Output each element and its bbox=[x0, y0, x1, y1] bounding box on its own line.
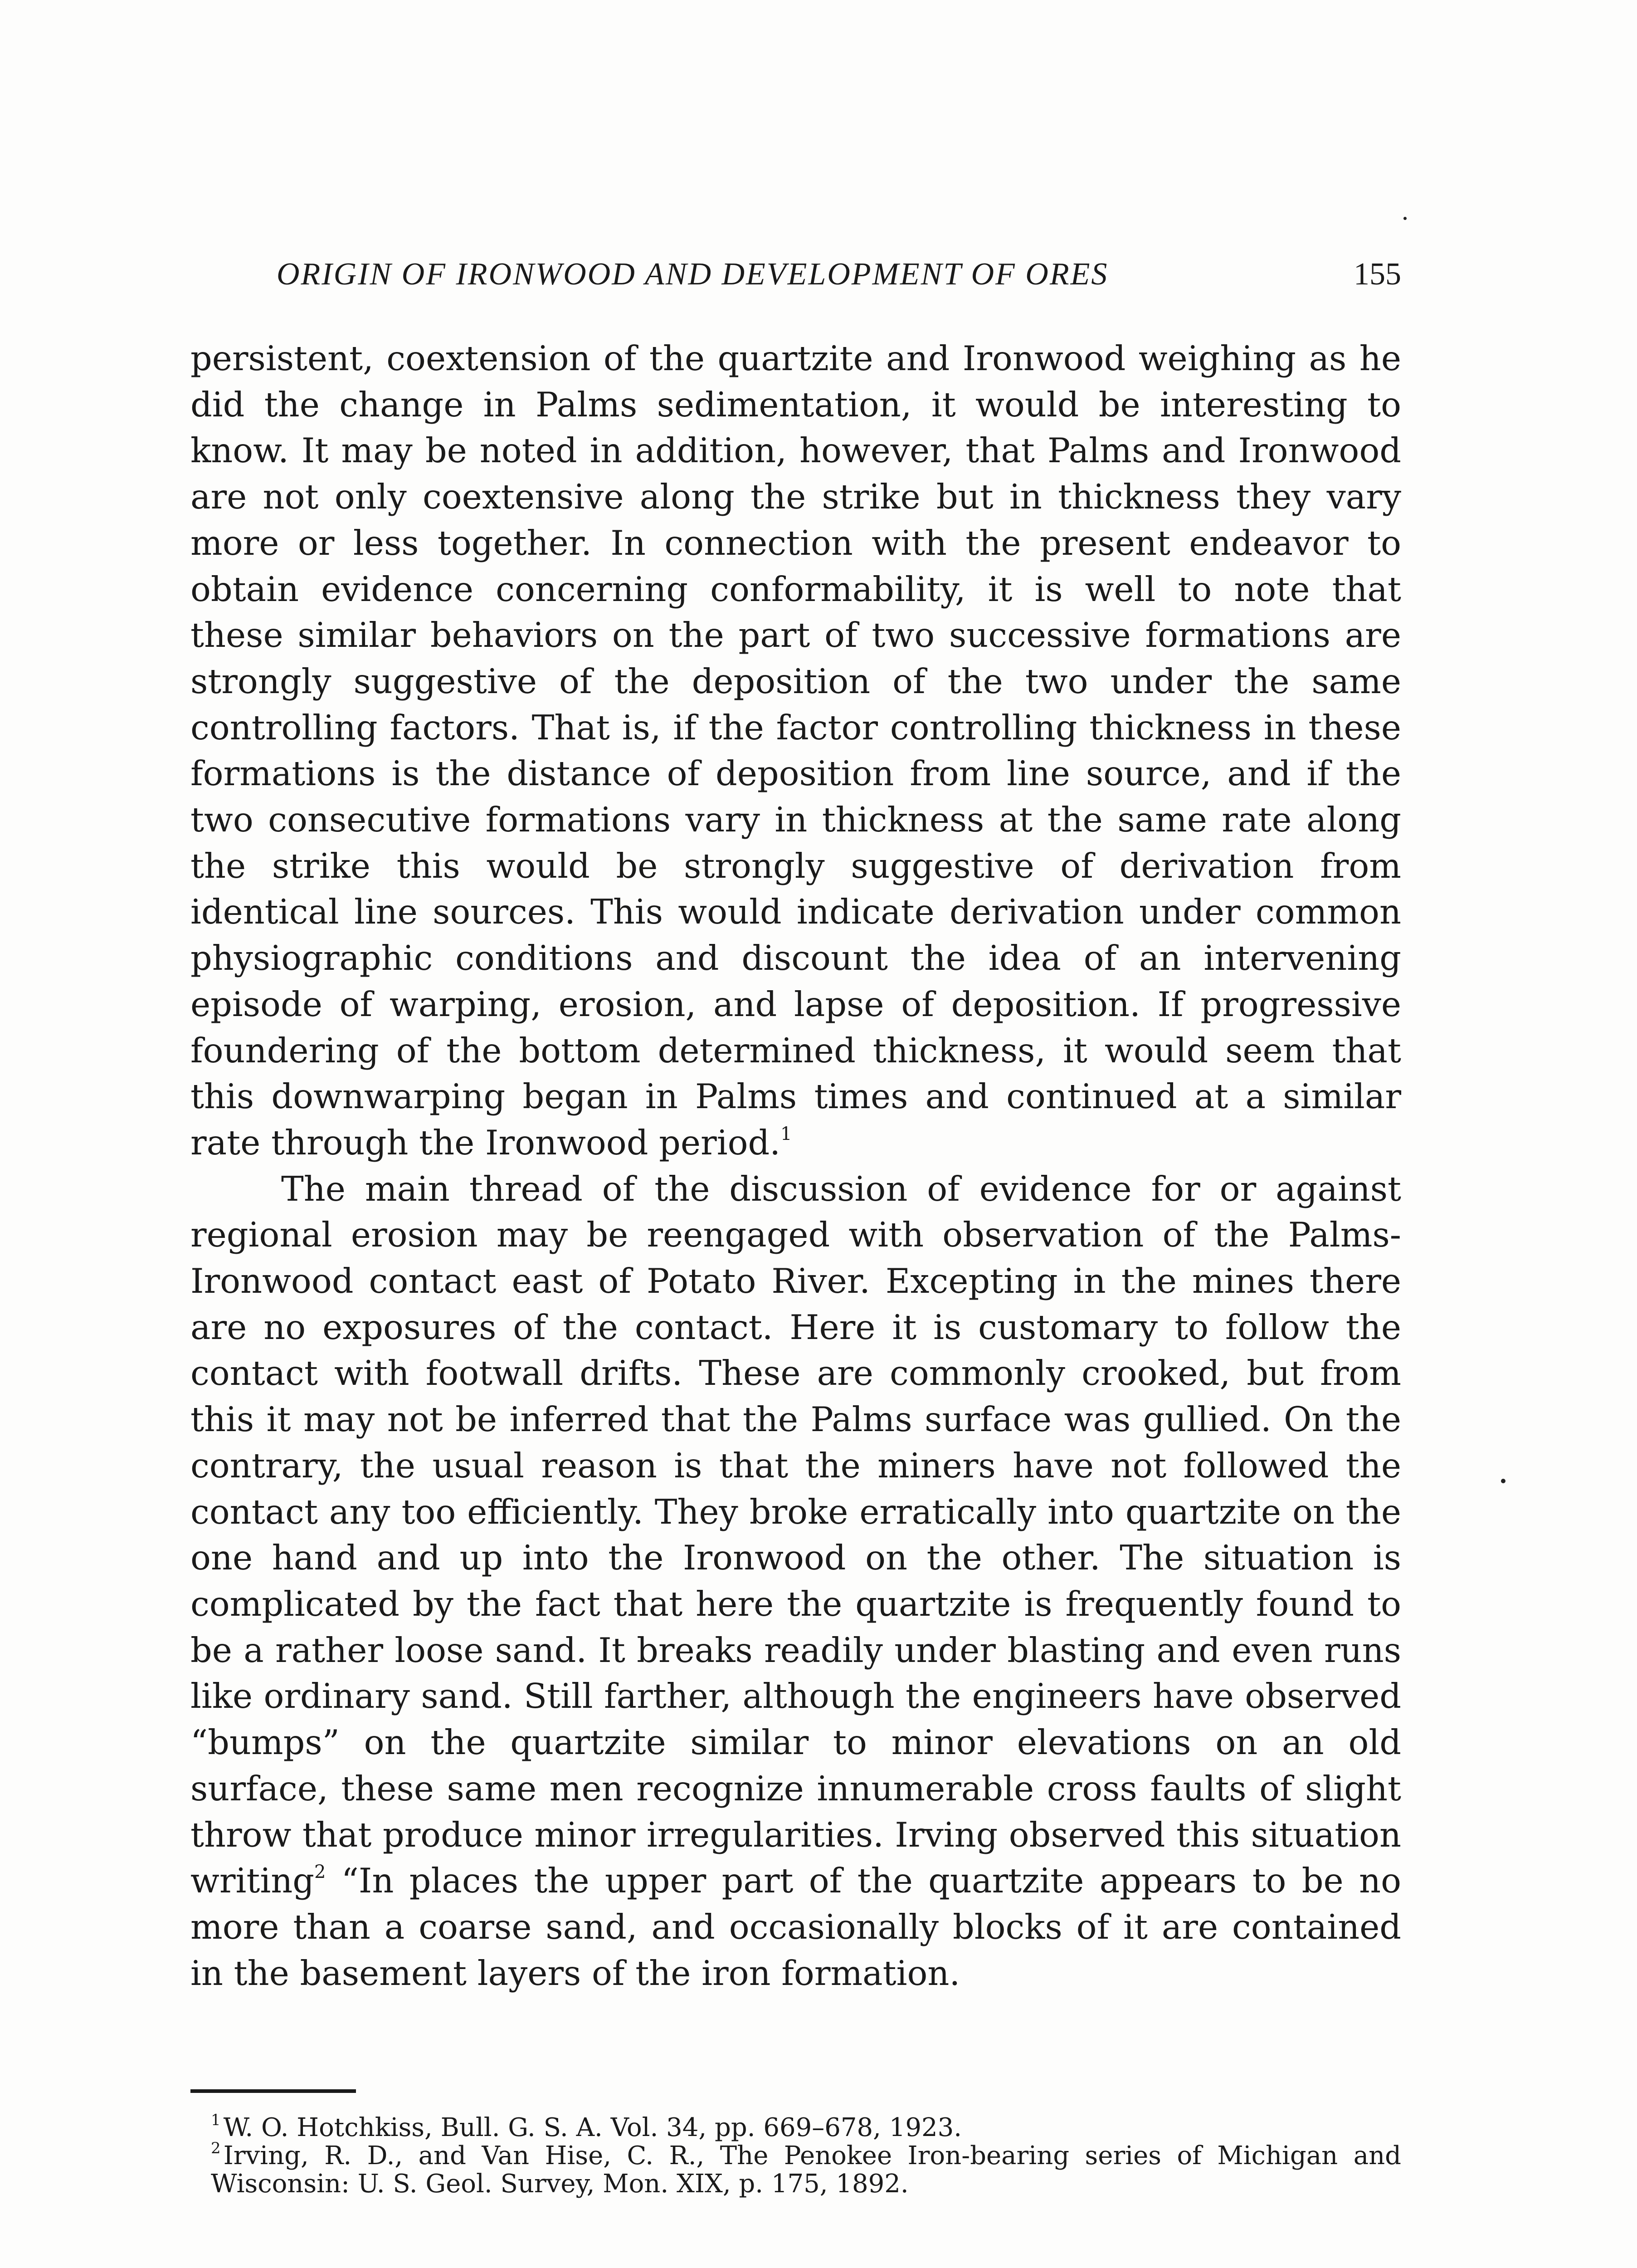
footnote-rule bbox=[190, 2089, 356, 2093]
footnote-1 bbox=[190, 2111, 1401, 2142]
footnote-ref-2: 2 bbox=[314, 1862, 326, 1883]
paragraph-2 bbox=[190, 1166, 1401, 1997]
footnote-2 bbox=[190, 2139, 1401, 2199]
footnotes bbox=[190, 2111, 1401, 2199]
running-head bbox=[277, 254, 1401, 295]
paragraph-2-text-b: “In places the upper part of the quartzite appears to be no more than a coarse sand, and occasionally blocks of it are contained in the basement layers of the iron formation. bbox=[190, 1861, 1401, 1993]
footnote-1-text: W. O. Hotchkiss, Bull. G. S. A. Vol. 34, pp. 669–678, 1923. bbox=[223, 2113, 962, 2142]
footnote-mark-2: 2 bbox=[211, 2139, 221, 2157]
paragraph-2-text-a: The main thread of the discussion of evidence for or against regional erosion may be reengaged with observation of the Palms-Ironwood contact east of Potato River. Excepting in the mines there are no exposures of the contact. Here it is customary to follow the contact with footwall drifts. These are commonly crooked, but from this it may not be inferred that the Palms surface was gullied. On the contrary, the usual reason is that the miners have not followed the contact any too efficiently. They broke erratically into quartzite on the one hand and up into the Ironwood on the other. The situation is complicated by the fact that here the quartzite is frequently found to be a rather loose sand. It breaks readily under blasting and even runs like ordinary sand. Still farther, although the engineers have observed “bumps” on the quartzite similar to minor elevations on an old surface, these same men recognize innumerable cross faults of slight throw that produce minor irregularities. Irving observed this situation writing bbox=[190, 1169, 1401, 1901]
body-text bbox=[190, 336, 1401, 1996]
running-title: ORIGIN OF IRONWOOD AND DEVELOPMENT OF ORES bbox=[277, 257, 1109, 292]
footnote-mark-1: 1 bbox=[211, 2111, 221, 2129]
footnote-ref-1: 1 bbox=[780, 1123, 792, 1144]
paragraph-1 bbox=[190, 336, 1401, 1166]
paragraph-1-text: persistent, coextension of the quartzite and Ironwood weighing as he did the change in Palms sedimentation, it would be interesting to know. It may be noted in addition, however, that Palms and Ironwood are not only coextensive along the strike but in thickness they vary more or less together. In connection with the present endeavor to obtain evidence concerning conformability, it is well to note that these similar behaviors on the part of two successive formations are strongly suggestive of the deposition of the two under the same controlling factors. That is, if the factor controlling thickness in these formations is the distance of deposition from line source, and if the two consecutive formations vary in thickness at the same rate along the strike this would be strongly suggestive of derivation from identical line sources. This would indicate derivation under common physiographic conditions and discount the idea of an intervening episode of warping, erosion, and lapse of deposition. If progressive foundering of the bottom determined thickness, it would seem that this downwarping began in Palms times and continued at a similar rate through the Ironwood period. bbox=[190, 339, 1401, 1163]
page-number: 155 bbox=[1354, 257, 1401, 292]
print-speck bbox=[1501, 1479, 1505, 1483]
print-speck bbox=[1403, 217, 1407, 220]
footnote-2-text: Irving, R. D., and Van Hise, C. R., The Penokee Iron-bearing series of Michigan and Wisconsin: U. S. Geol. Survey, Mon. XIX, p. 175, 1892. bbox=[211, 2141, 1401, 2199]
